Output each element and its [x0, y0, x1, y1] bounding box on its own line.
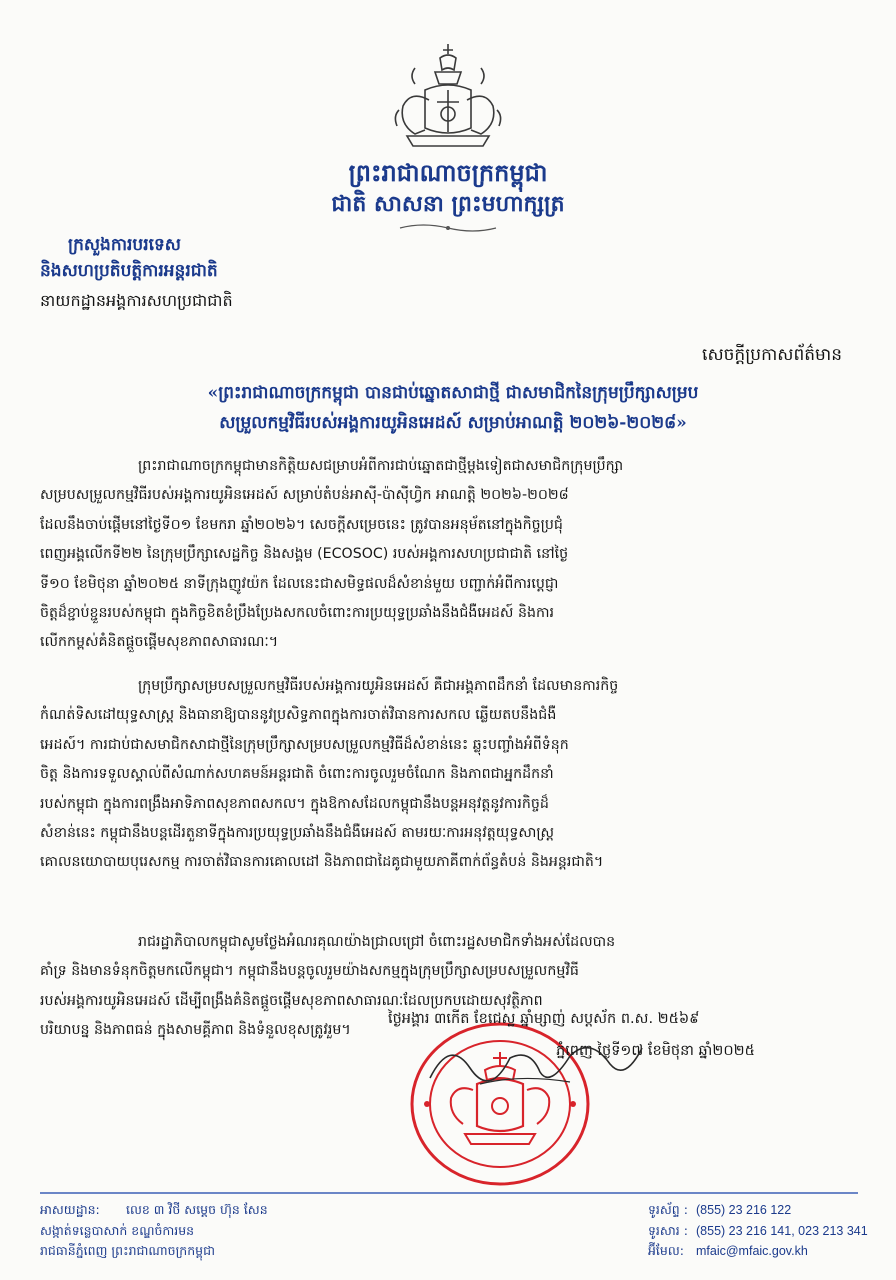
headline-line: «ព្រះរាជាណាចក្រកម្ពុជា បានជាប់ឆ្នោតសាជាថ្មី ជាសមាជិកនៃក្រុមប្រឹក្សាសម្រប — [207, 383, 699, 403]
footer-address — [40, 1200, 268, 1262]
signature-icon — [420, 1028, 650, 1098]
footer-contacts — [648, 1200, 868, 1262]
phone-label: ទូរស័ព្ទ : — [648, 1202, 688, 1217]
department-name: នាយកដ្ឋានអង្គការសហប្រជាជាតិ — [40, 291, 233, 310]
phone-number: (855) 23 216 122 — [696, 1203, 792, 1217]
paragraph-line: អេដស៍។ ការជាប់ជាសមាជិកសាជាថ្មីនៃក្រុមប្រឹក្សាសម្របសម្រួលកម្មវិធីដ៏សំខាន់នេះ ឆ្លុះបញ្ចាំងអំពីទំនុក — [40, 736, 569, 753]
address-line: លេខ ៣ វិថី សម្តេច ហ៊ុន សែន — [126, 1202, 268, 1217]
paragraph-line: ទី១០ ខែមិថុនា ឆ្នាំ២០២៥ នាទីក្រុងញូវយ៉ក ដែលនេះជាសមិទ្ធផលដ៏សំខាន់មួយ បញ្ជាក់អំពីការប្តេជ្ញា — [40, 575, 559, 592]
notice-type: សេចក្តីប្រកាសព័ត៌មាន — [702, 345, 842, 365]
paragraph-1 — [40, 452, 858, 658]
paragraph-2 — [40, 672, 858, 878]
paragraph-line: សំខាន់នេះ កម្ពុជានឹងបន្តដើរតួនាទីក្នុងការប្រយុទ្ធប្រឆាំងនឹងជំងឺអេដស៍ តាមរយៈការអនុវត្តយុទ្ធសាស្ត្រ — [40, 825, 555, 842]
paragraph-line: គាំទ្រ និងមានទំនុកចិត្តមកលើកម្ពុជា។ កម្ពុជានឹងបន្តចូលរួមយ៉ាងសកម្មក្នុងក្រុមប្រឹក្សាសម្របសម្រួលកម្មវិធី — [40, 963, 579, 980]
ministry-name-line2: និងសហប្រតិបត្តិការអន្តរជាតិ — [40, 261, 218, 281]
paragraph-line: ពេញអង្គលើកទី២២ នៃក្រុមប្រឹក្សាសេដ្ឋកិច្ច និងសង្គម (ECOSOC) របស់អង្គការសហប្រជាជាតិ នៅថ្ងៃ — [40, 546, 569, 563]
kingdom-name: ព្រះរាជាណាចក្រកម្ពុជា — [348, 158, 548, 187]
divider-ornament-icon — [398, 222, 498, 234]
footer-divider — [40, 1192, 858, 1194]
paragraph-line: គោលនយោបាយបុរេសកម្ម ការចាត់វិធានការគោលដៅ និងភាពជាដៃគូជាមួយភាគីពាក់ព័ន្ធតំបន់ និងអន្តរជាតិ។ — [40, 854, 604, 871]
email-label: អ៊ីមែល: — [648, 1243, 684, 1258]
paragraph-line: ក្រុមប្រឹក្សាសម្របសម្រួលកម្មវិធីរបស់អង្គការយូអិនអេដស៍ គឺជាអង្គភាពដឹកនាំ ដែលមានការកិច្ច — [138, 678, 619, 694]
national-motto: ជាតិ សាសនា ព្រះមហាក្សត្រ — [331, 191, 565, 217]
address-label: អាសយដ្ឋាន: — [40, 1202, 100, 1217]
paragraph-line: រាជរដ្ឋាភិបាលកម្ពុជាសូមថ្លែងអំណរគុណយ៉ាងជ្រាលជ្រៅ ចំពោះរដ្ឋសមាជិកទាំងអស់ដែលបាន — [138, 934, 616, 950]
paragraph-line: បរិយាបន្ន និងភាពធន់ ក្នុងសាមគ្គីភាព និងទំនួលខុសត្រូវរួម។ — [40, 1022, 351, 1039]
paragraph-line: សម្របសម្រួលកម្មវិធីរបស់អង្គការយូអិនអេដស៍ សម្រាប់តំបន់អាស៊ី-ប៉ាស៊ីហ្វិក អាណត្តិ ២០២៦-២០២៨ — [40, 487, 569, 504]
paragraph-line: លើកកម្ពស់គំនិតផ្តួចផ្តើមសុខភាពសាធារណៈ។ — [40, 634, 279, 651]
paragraph-line: ចិត្ត និងការទទួលស្គាល់ពីសំណាក់សហគមន៍អន្តរជាតិ ចំពោះការចូលរួមចំណែក និងភាពជាអ្នកដឹកនាំ — [40, 766, 554, 783]
paragraph-line: ព្រះរាជាណាចក្រកម្ពុជាមានកិត្តិយសជម្រាបអំពីការជាប់ឆ្នោតជាថ្មីម្តងទៀតជាសមាជិកក្រុមប្រឹក្សា — [138, 458, 624, 474]
fax-label: ទូរសារ : — [648, 1222, 688, 1238]
headline — [92, 378, 814, 438]
email-link[interactable]: mfaic@mfaic.gov.kh — [696, 1244, 808, 1258]
fax-number: (855) 23 216 141, 023 213 341 — [696, 1223, 868, 1238]
date-solar: ភ្នំពេញ ថ្ងៃទី១៧ ខែមិថុនា ឆ្នាំ២០២៥ — [556, 1043, 755, 1059]
ministry-name-line1: ក្រសួងការបរទេស — [68, 235, 181, 255]
paragraph-line: កំណត់ទិសដៅយុទ្ធសាស្ត្រ និងធានាឱ្យបាននូវប្រសិទ្ធភាពក្នុងការចាត់វិធានការសកល ឆ្លើយតបនឹងជំងឺ — [40, 707, 557, 724]
paragraph-line: ដែលនឹងចាប់ផ្តើមនៅថ្ងៃទី០១ ខែមករា ឆ្នាំ២០២៦។ សេចក្តីសម្រេចនេះ ត្រូវបានអនុម័តនៅក្នុងកិច្ចប្រជុំ — [40, 516, 563, 533]
date-lunar: ថ្ងៃអង្គារ ៣កើត ខែជេស្ឋ ឆ្នាំម្សាញ់ សប្តស័ក ព.ស. ២៥៦៩ — [388, 1011, 700, 1027]
address-line: សង្កាត់ទន្លេបាសាក់ ខណ្ឌចំការមន — [40, 1222, 195, 1238]
headline-line: សម្រួលកម្មវិធីរបស់អង្គការយូអិនអេដស៍ សម្រាប់អាណត្តិ ២០២៦-២០២៨» — [219, 413, 687, 433]
address-line: រាជធានីភ្នំពេញ ព្រះរាជាណាចក្រកម្ពុជា — [40, 1243, 215, 1258]
paragraph-line: របស់អង្គការយូអិនអេដស៍ ដើម្បីពង្រឹងគំនិតផ្តួចផ្តើមសុខភាពសាធារណៈដែលប្រកបដោយសុវត្ថិភាព — [40, 992, 543, 1009]
paragraph-line: របស់កម្ពុជា ក្នុងការពង្រឹងអាទិភាពសុខភាពសកល។ ក្នុងឱកាសដែលកម្ពុជានឹងបន្តអនុវត្តនូវការកិច្ចដ៏ — [40, 795, 549, 812]
royal-coat-of-arms-icon — [385, 40, 511, 156]
paragraph-line: ចិត្តដ៏ខ្ជាប់ខ្ជួនរបស់កម្ពុជា ក្នុងកិច្ចខិតខំប្រឹងប្រែងសកលចំពោះការប្រយុទ្ធប្រឆាំងនឹងជំងឺអេដស៍ និងការ — [40, 605, 554, 622]
